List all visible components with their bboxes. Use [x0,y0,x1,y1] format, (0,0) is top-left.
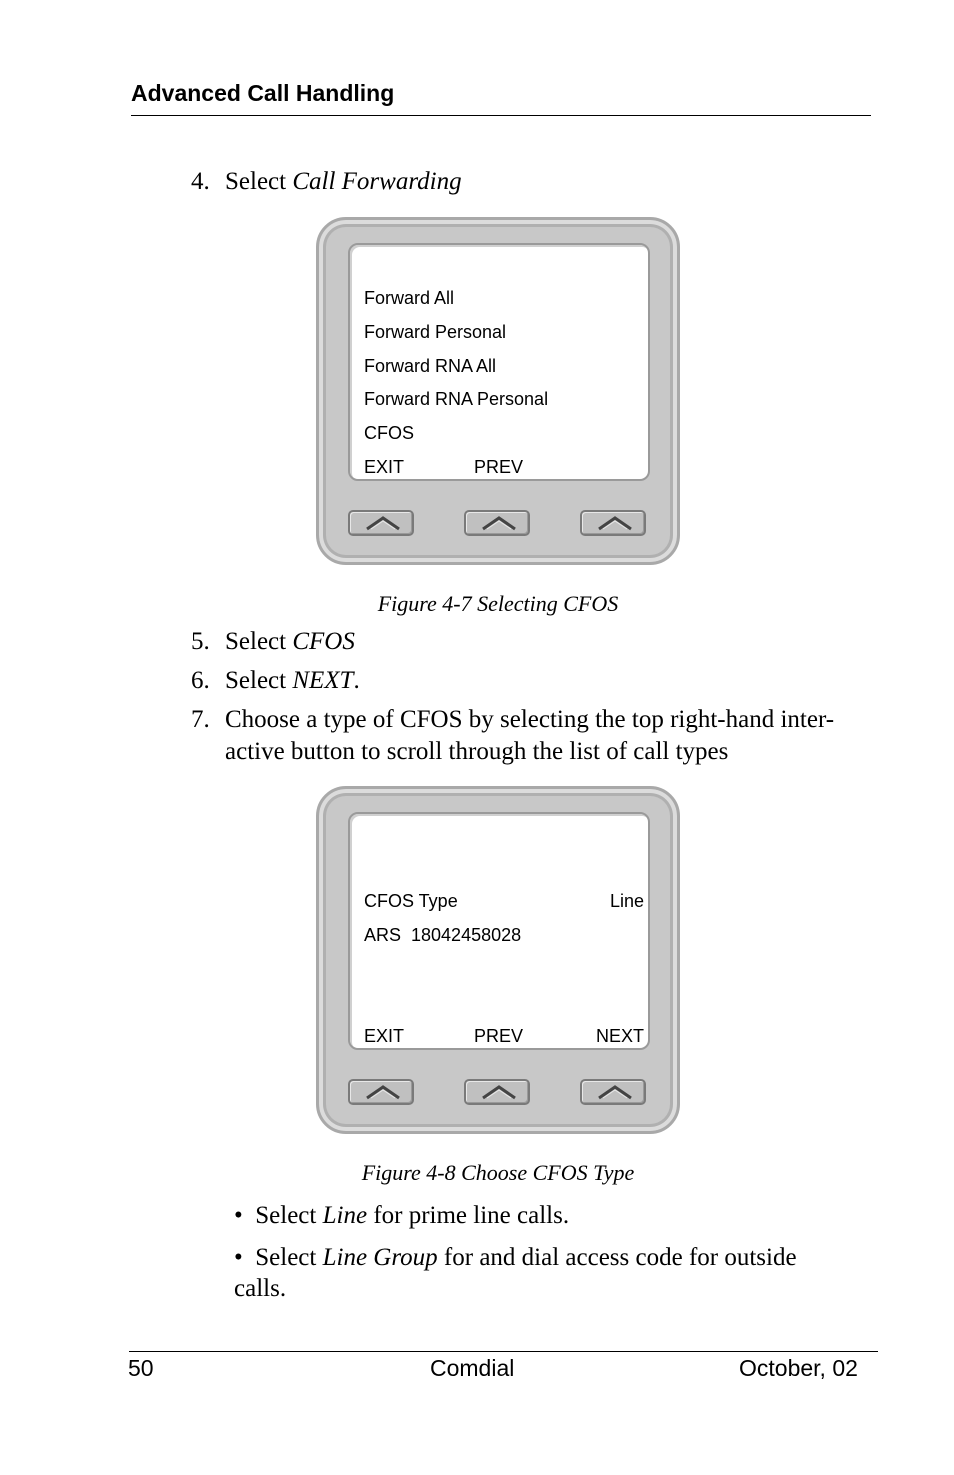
step-text: Select [225,168,293,195]
menu-item-forward-all[interactable]: Forward All [364,288,455,308]
footer-publisher: Comdial [430,1355,515,1381]
step-number: 4. [191,168,210,195]
chevron-up-icon [479,514,519,532]
running-header: Advanced Call Handling [131,80,395,106]
figure-caption-4-8: Figure 4-8 Choose CFOS Type [361,1160,635,1185]
cfos-destination: ARS 18042458028 [364,925,522,945]
menu-item-forward-rna-all[interactable]: Forward RNA All [364,356,497,376]
softkey-right-button[interactable] [580,1079,646,1105]
chevron-up-icon [595,1083,635,1101]
display-screen [348,812,650,1050]
figure-caption-4-7: Figure 4-7 Selecting CFOS [377,591,619,616]
bullet-item-line [234,1200,569,1231]
bullet-suffix: for and dial access code for outside [437,1244,797,1271]
footer-rule [129,1351,878,1352]
softkey-label-prev: PREV [474,457,524,477]
chevron-up-icon [479,1083,519,1101]
step-number: 5. [191,628,210,655]
menu-item-forward-personal[interactable]: Forward Personal [364,322,507,342]
softkey-left-button[interactable] [348,510,414,536]
softkey-right-button[interactable] [580,510,646,536]
softkey-label-prev: PREV [474,1026,524,1046]
cfos-type-label: CFOS Type [364,891,458,911]
bullet-text: Select [255,1202,323,1229]
menu-item-forward-rna-personal[interactable]: Forward RNA Personal [364,389,549,409]
step-5 [191,626,355,658]
bullet-marker: • [234,1202,243,1229]
footer-date: October, 02 [739,1355,858,1381]
softkey-middle-button[interactable] [464,510,530,536]
step-emphasis: NEXT [292,667,354,694]
header-rule [131,115,871,116]
chevron-up-icon [595,514,635,532]
softkey-middle-button[interactable] [464,1079,530,1105]
step-suffix: . [353,667,360,694]
step-7 [191,704,871,768]
softkey-left-button[interactable] [348,1079,414,1105]
bullet-emphasis: Line [322,1202,368,1229]
menu-item-cfos[interactable]: CFOS [364,423,415,443]
cfos-type-value[interactable]: Line [609,891,644,911]
bullet-marker: • [234,1244,243,1271]
display-screen [348,243,650,481]
phone-display-figure-4-8 [316,786,680,1134]
step-4 [191,166,462,198]
bullet-text: Select [255,1244,323,1271]
bullet-item-line-group [234,1242,874,1304]
softkey-label-next: NEXT [595,1026,644,1046]
step-text: Select [225,667,293,694]
softkey-label-exit: EXIT [364,457,405,477]
step-number: 6. [191,667,210,694]
phone-display-figure-4-7 [316,217,680,565]
step-text-line-1: Choose a type of CFOS by selecting the top right-hand inter- [225,706,835,733]
bullet-suffix: for prime line calls. [367,1202,570,1229]
step-number: 7. [191,706,210,733]
bullet-emphasis: Line Group [322,1244,438,1271]
step-text: Select [225,628,293,655]
step-emphasis: Call Forwarding [292,168,462,195]
bullet-text-line-2: calls. [234,1275,287,1302]
chevron-up-icon [363,514,403,532]
chevron-up-icon [363,1083,403,1101]
step-6 [191,665,360,697]
step-emphasis: CFOS [292,628,355,655]
softkey-label-exit: EXIT [364,1026,405,1046]
page-number: 50 [128,1355,154,1381]
step-text-line-2: active button to scroll through the list of call types [225,738,729,765]
